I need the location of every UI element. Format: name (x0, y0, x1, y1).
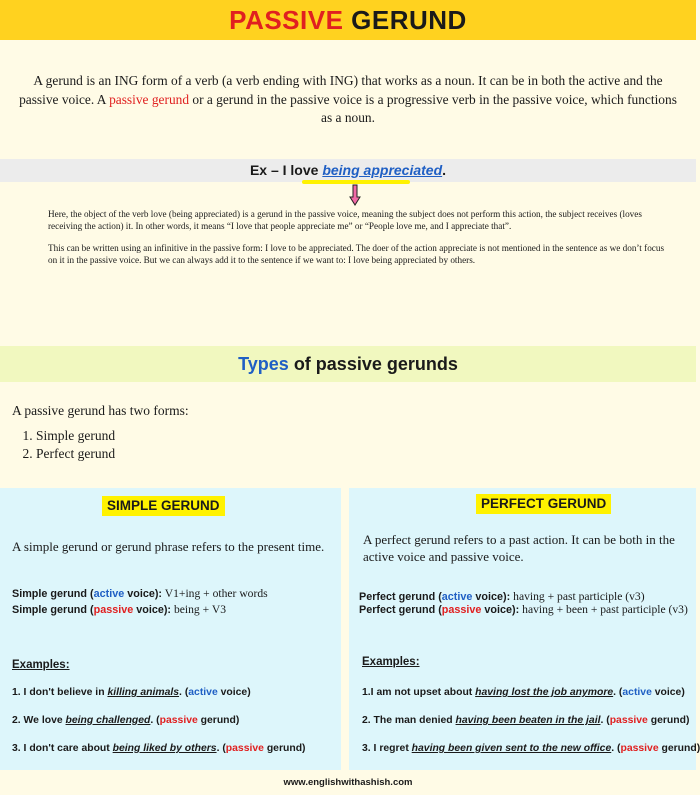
rule-active: Simple gerund (active voice): V1+ing + other words (12, 587, 268, 600)
forms-block (12, 403, 672, 462)
example-phrase: being appreciated (322, 162, 443, 178)
forms-lead: A passive gerund has two forms: (12, 403, 189, 418)
examples-heading: Examples: (12, 659, 70, 671)
list-item: 2. Perfect gerund (36, 445, 672, 463)
intro-text-before: A gerund is an ING form of a verb (a verb ending with ING) that works as a noun. It can be in both the active and the passive voice. A (19, 73, 663, 107)
explanation-paragraph: This can be written using an infinitive in the passive form: I love to be appreciated. The doer of the action appreciate is not mentioned in the sentence as we don’t focus on it in the passive voice. But we can always add it to the sentence if we want to: I love being appreciated by others. (48, 242, 665, 266)
panel-description: A simple gerund or gerund phrase refers to the present time. (12, 539, 325, 554)
formula: V1+ing + other words (164, 587, 268, 600)
example-line: 2. We love being challenged. (passive gerund) (12, 715, 240, 726)
example-line: 3. I regret having been given sent to the new office. (passive gerund) (362, 743, 700, 754)
types-rest: of passive gerunds (288, 354, 458, 374)
types-word: Types (238, 354, 289, 374)
panel-heading: PERFECT GERUND (476, 494, 611, 514)
panel-description: A perfect gerund refers to a past action. It can be both in the active voice and passive voice. (363, 532, 675, 564)
intro-text-after: or a gerund in the passive voice is a progressive verb in the passive voice, which functions as a noun. (189, 91, 677, 125)
example-line: 3. I don't care about being liked by others. (passive gerund) (12, 743, 306, 754)
down-arrow-icon (349, 184, 361, 206)
footer-url[interactable]: www.englishwithashish.com (283, 777, 413, 788)
explanation-paragraph: Here, the object of the verb love (being appreciated) is a gerund in the passive voice, meaning the subject does not perform this action, the subject receives (loves receiving the action) it. In other words, it means “I love that people appreciate me” or “People love me, and I appreciate that”. (48, 209, 642, 232)
explanation-block (48, 208, 668, 267)
page-title (0, 0, 696, 40)
example-line: 1. I don't believe in killing animals. (active voice) (12, 687, 251, 698)
rule-active: Perfect gerund (active voice): having + past participle (v3) (359, 590, 645, 603)
formula: having + past participle (v3) (513, 590, 645, 603)
intro-highlight: passive gerund (109, 91, 190, 107)
simple-gerund-panel (0, 488, 341, 770)
rule-passive: Simple gerund (passive voice): being + V3 (12, 603, 226, 616)
formula: having + been + past participle (v3) (522, 603, 688, 616)
example-prefix: Ex – I love (249, 162, 323, 178)
rule-passive: Perfect gerund (passive voice): having + been + past participle (v3) (359, 603, 688, 616)
title-passive: PASSIVE (229, 5, 344, 35)
section-heading-types (0, 346, 696, 382)
intro-paragraph (18, 72, 678, 128)
panel-heading: SIMPLE GERUND (102, 496, 225, 516)
examples-heading: Examples: (362, 656, 420, 668)
example-suffix: . (442, 162, 447, 178)
example-line: 1.I am not upset about having lost the job anymore. (active voice) (362, 687, 685, 698)
example-line: 2. The man denied having been beaten in the jail. (passive gerund) (362, 715, 690, 726)
example-bar (0, 159, 696, 182)
forms-list (12, 427, 672, 462)
formula: being + V3 (173, 603, 226, 616)
title-gerund: GERUND (343, 5, 467, 35)
perfect-gerund-panel (349, 488, 700, 770)
list-item: 1. Simple gerund (36, 427, 672, 445)
